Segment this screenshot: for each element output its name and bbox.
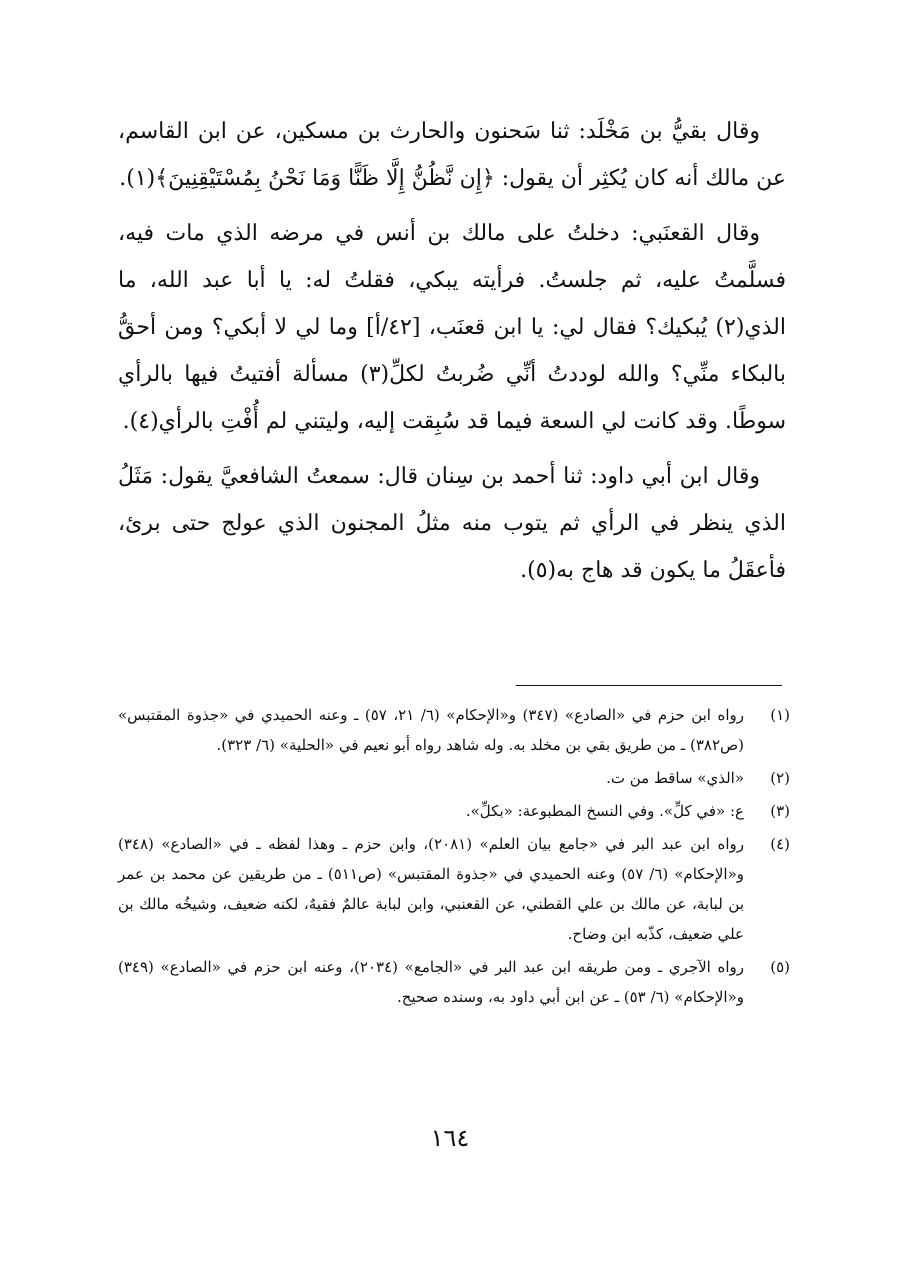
- footnote: [118, 796, 790, 826]
- paragraph-2: وقال القعنَبي: دخلتُ على مالك بن أنس في مرضه الذي مات فيه، فسلَّمتُ عليه، ثم جلستُ. فرأيته يبكي، فقلتُ له: يا أبا عبد الله، ما الذي(٢) يُبكيك؟ فقال لي: يا ابن قعنَب، [٤٢/أ] وما لي لا أبكي؟ ومن أحقُّ بالبكاء منِّي؟ والله لوددتُ أنِّي ضُربتُ لكلِّ(٣) مسألة أفتيتُ فيها بالرأي سوطًا. وقد كانت لي السعة فيما قد سُبِقت إليه، وليتني لم أُفْتِ بالرأي(٤).: [118, 221, 786, 434]
- page-number: ١٦٤: [430, 1124, 470, 1152]
- footnote-number: (٢): [770, 769, 790, 787]
- footnote-text: رواه ابن عبد البر في «جامع بيان العلم» (٢٠٨١)، وابن حزم ـ وهذا لفظه ـ في «الصادع» (٣٤٨) و«الإحكام» (٦/ ٥٧) وعنه الحميدي في «جذوة المقتبس» (ص٥١١) ـ من طريقين عن محمد بن عمر بن لبابة، عن مالك بن علي القطني، عن القعنبي، وابن لبابة عالمٌ فقيهٌ، لكنه ضعيف، وشيخُه مالك بن علي ضعيف، كذّبه ابن وضاح.: [118, 835, 745, 943]
- footnote: [118, 952, 790, 1012]
- footnote-number: (٣): [770, 802, 790, 820]
- footnote-text: رواه ابن حزم في «الصادع» (٣٤٧) و«الإحكام» (٦/ ٢١، ٥٧) ـ وعنه الحميدي في «جذوة المقتبس» (ص٣٨٢) ـ من طريق بقي بن مخلد به. وله شاهد رواه أبو نعيم في «الحلية» (٦/ ٣٢٣).: [118, 706, 744, 754]
- footnote-separator: [516, 685, 782, 686]
- footnote-number: (٤): [770, 835, 790, 853]
- footnote-text: «الذي» ساقط من ت.: [606, 769, 744, 787]
- main-text: [118, 108, 786, 594]
- footnote-number: (٥): [770, 958, 790, 976]
- paragraph-1: وقال بقيُّ بن مَخْلَد: ثنا سَحنون والحارث بن مسكين، عن ابن القاسم، عن مالك أنه كان يُكثِر أن يقول: ﴿إِن نَّظُنُّ إِلَّا ظَنًّا وَمَا نَحْنُ بِمُسْتَيْقِنِينَ﴾(١).: [118, 119, 786, 191]
- paragraph-3: وقال ابن أبي داود: ثنا أحمد بن سِنان قال: سمعتُ الشافعيَّ يقول: مَثَلُ الذي ينظر في الرأي ثم يتوب منه مثلُ المجنون الذي عولج حتى برئ، فأعقَلُ ما يكون قد هاج به(٥).: [118, 464, 786, 583]
- footnote: [118, 700, 790, 760]
- footnote: [118, 763, 790, 793]
- footnotes: [118, 700, 790, 1015]
- footnote-text: رواه الآجري ـ ومن طريقه ابن عبد البر في «الجامع» (٢٠٣٤)، وعنه ابن حزم في «الصادع» (٣٤٩) و«الإحكام» (٦/ ٥٣) ـ عن ابن أبي داود به، وسنده صحيح.: [118, 958, 744, 1006]
- footnote-text: ع: «في كلِّ». وفي النسخ المطبوعة: «بكلِّ».: [465, 802, 744, 820]
- footnote: [118, 829, 790, 949]
- footnote-number: (١): [770, 706, 790, 724]
